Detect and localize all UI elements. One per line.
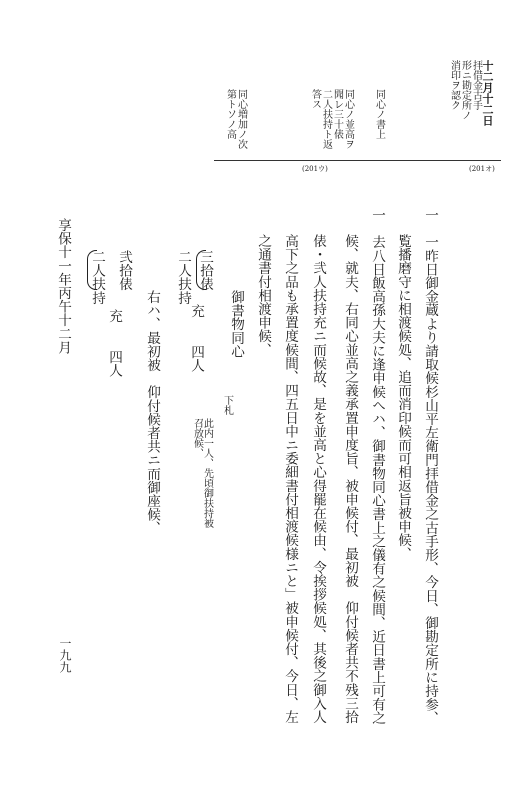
header-note-3-line1: 同心ノ並高ヲ — [342, 89, 354, 149]
header-note-4-line1: 同心増加ノ次 — [235, 89, 247, 149]
folio-label-right: (201オ) — [469, 165, 495, 173]
stipend-1-count: 四人 — [188, 345, 204, 373]
stipend-2-rice: 弐拾俵 — [116, 250, 132, 291]
header-note-3-line2: 聞レ三十俵 — [331, 89, 343, 139]
tag-note-line2: 召放候、 — [191, 418, 203, 458]
stipend-1-rice: 三拾俵 — [197, 250, 213, 291]
tag-label: 下札 — [221, 395, 233, 415]
stipend-1-rations: 二人扶持 — [175, 250, 191, 305]
header-title-line4: 消印ヲ認ク — [448, 60, 460, 110]
header-title-line1: 十二月十二日 — [481, 60, 494, 126]
header-rule — [214, 160, 501, 161]
document-date: 享保十一年丙午十二月 — [55, 218, 71, 354]
body-line-1: 一 一昨日御金蔵より請取候杉山平左衛門拝借金之古手形、今日、御勘定所に持参、 — [422, 208, 438, 725]
header-note-2: 同心ノ書上 — [373, 89, 385, 139]
body-line-7: 之通書付相渡申候、 — [255, 234, 271, 357]
header-note-3-line3: 二人扶持ト返 — [320, 89, 332, 149]
header-note-3-line4: 答ス — [309, 89, 321, 109]
header-title-line2: 拝借金古手 — [470, 60, 482, 110]
body-line-3: 一 去八日飯高孫大夫に逢申候へハ、御書物同心書上之儀有之候間、近日書上可有之 — [369, 208, 385, 725]
stipend-1-each: 充 — [188, 304, 204, 318]
tag-note-line1: 此内一人、先頃御扶持被 — [201, 418, 213, 528]
body-line-2: 覧播磨守に相渡候処、追而消印候而可相返旨被申候、 — [395, 234, 411, 561]
page-number: 一九九 — [58, 637, 72, 673]
body-line-5: 俵・弐人扶持充ニ而候故、是を並高と心得罷在候由、令挨拶候処、其後之御入人 — [310, 234, 326, 724]
stipend-2-count: 四人 — [106, 350, 122, 378]
folio-label-left: (201ウ) — [302, 165, 328, 173]
header-note-4-line2: 第トソノ高 — [224, 89, 236, 139]
stipend-2-rations: 二人扶持 — [89, 250, 105, 305]
body-line-6: 高下之品も承置度候間、四五日中ニ委細書付相渡候様ニと」被申候付、今日、左 — [282, 234, 298, 724]
body-line-11: 右ハ、最初被 仰付候者共ニ而御座候、 — [144, 290, 160, 535]
stipend-2-each: 充 — [106, 309, 122, 323]
body-line-4: 候、就夫、右同心並高之義承置申度旨、被申候付、最初被 仰付候者共不残三拾 — [342, 234, 358, 724]
header-title-line3: 形ニ勘定所ノ — [459, 60, 471, 120]
body-line-8: 御書物同心 — [228, 290, 244, 358]
